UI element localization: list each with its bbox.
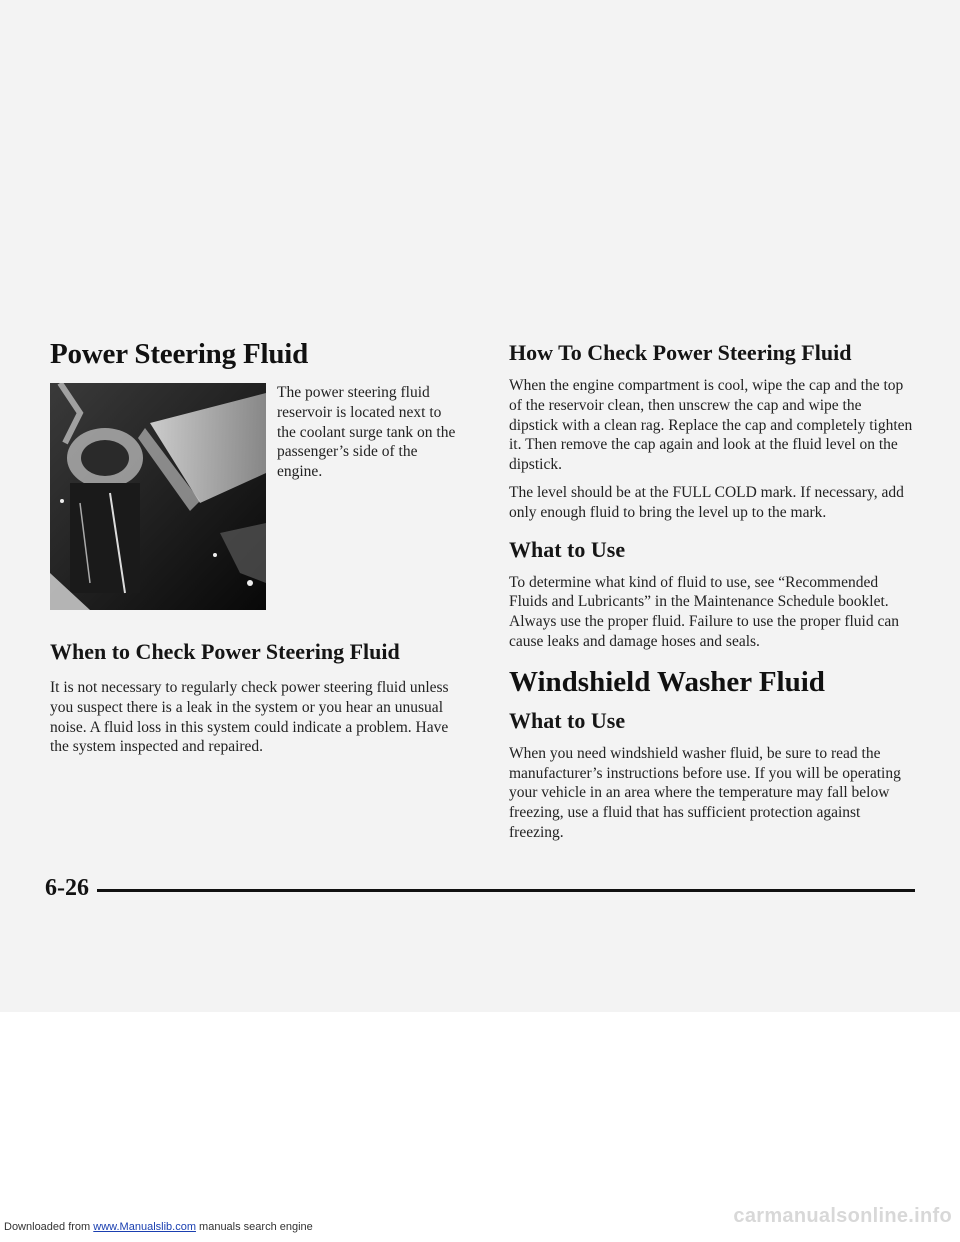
paragraph-how-to-check-1: When the engine compartment is cool, wipe the cap and the top of the reservoir clean, then unscrew the cap and wipe the dipstick with a clean rag. Replace the cap and completely tighten it. Then remove the cap again and look at the fluid level on the dipstick. — [509, 377, 913, 474]
download-prefix: Downloaded from — [4, 1221, 94, 1233]
engine-photo-illustration — [50, 383, 266, 610]
download-notice — [4, 1221, 313, 1233]
paragraph-how-to-check-2: The level should be at the FULL COLD mark. If necessary, add only enough fluid to bring the level up to the mark. — [509, 483, 904, 521]
photo-row — [50, 383, 456, 613]
download-suffix: manuals search engine — [195, 1221, 313, 1233]
heading-washer-what-to-use: What to Use — [509, 707, 626, 733]
heading-what-to-use: What to Use — [509, 536, 626, 562]
page-footer — [45, 873, 915, 903]
right-column — [509, 338, 914, 843]
section-title-windshield-washer: Windshield Washer Fluid — [509, 665, 825, 698]
heading-when-to-check: When to Check Power Steering Fluid — [50, 639, 400, 664]
engine-reservoir-photo — [50, 383, 266, 610]
left-column — [50, 338, 456, 757]
watermark-text: carmanualsonline.info — [733, 1205, 952, 1227]
section-title-power-steering: Power Steering Fluid — [50, 338, 309, 370]
manualslib-link[interactable]: www.Manualslib.com — [93, 1221, 196, 1233]
page-number: 6-26 — [45, 875, 89, 901]
photo-caption: The power steering fluid reservoir is located next to the coolant surge tank on the passenger’s side of the engine. — [277, 384, 456, 481]
paragraph-washer-fluid: When you need windshield washer fluid, be sure to read the manufacturer’s instructions before use. If you will be operating your vehicle in an area where the temperature may fall below freezing, use a fluid that has sufficient protection against freezing. — [509, 744, 901, 841]
footer-rule — [97, 889, 915, 892]
heading-how-to-check: How To Check Power Steering Fluid — [509, 340, 852, 365]
paragraph-what-to-use: To determine what kind of fluid to use, see “Recommended Fluids and Lubricants” in the Maintenance Schedule booklet. Always use the proper fluid. Failure to use the proper fluid can cause leaks and damage hoses and seals. — [509, 573, 899, 650]
paragraph-when-to-check: It is not necessary to regularly check power steering fluid unless you suspect there is a leak in the system or you hear an unusual noise. A fluid loss in this system could indicate a problem. Have the system inspected and repaired. — [50, 679, 449, 756]
